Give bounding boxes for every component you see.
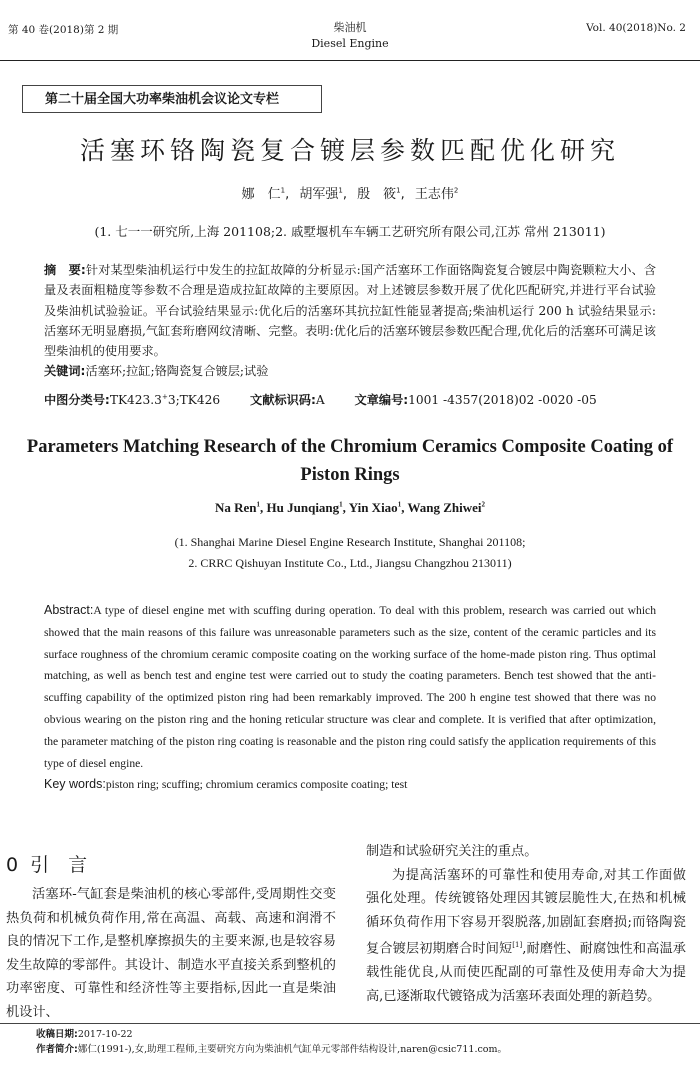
- author-en: Wang Zhiwei$^2$: [407, 500, 485, 515]
- citation-ref: [1]: [512, 941, 523, 950]
- clc-label: 中图分类号:: [44, 393, 110, 407]
- abstract-en-text: A type of diesel engine met with scuffing during operation. To deal with this problem, research was carried out which showed that the main reasons of this failure was unreasonable parameters such as the size, content of the ceramic particles and its surface roughness of the chromium ceramic composite coating on the working surface of the home-made piston ring. Thus optimal matching, as well as bench test and engine test were carried out to study the coating parameters. Bench test showed that the anti-scuffing capability of the optimized piston ring had been remarkably improved. The 200 h engine test showed that there was no obvious wearing on the piston ring and the honing reticular structure was clear and complete. It is verified that after optimization, the parameter matching of the piston ring coating is reasonable and the piston ring could satisfy the application requirements of this type of diesel engine.: [44, 604, 656, 770]
- section-heading: [6, 850, 99, 877]
- keywords-en-text: piston ring; scuffing; chromium ceramics composite coating; test: [105, 778, 408, 792]
- classification-info: 中图分类号:TK423.3+3;TK426 文献标识码:A 文章编号:1001 -4357(2018)02 -0020 -05: [44, 392, 597, 407]
- header-rule: [0, 60, 700, 61]
- body-right-column: [366, 840, 686, 1009]
- keywords-cn-label: 关键词:: [44, 364, 86, 379]
- author-cn: 娜 仁$^1$,: [241, 186, 290, 202]
- article-no-value: 1001 -4357(2018)02 -0020 -05: [408, 393, 597, 407]
- author-en: Na Ren$^1$,: [215, 500, 267, 515]
- footnote-received: 收稿日期:2017-10-22: [36, 1029, 133, 1040]
- special-column-box: 第二十届全国大功率柴油机会议论文专栏: [22, 85, 322, 113]
- authors-cn: [0, 183, 700, 202]
- footnote-author: 作者简介:娜仁(1991-),女,助理工程师,主要研究方向为柴油机气缸单元零部件结构设计,naren@csic711.com。: [36, 1044, 508, 1055]
- running-header-left: 第 40 卷(2018)第 2 期: [8, 24, 119, 36]
- abstract-cn-text: 针对某型柴油机运行中发生的拉缸故障的分析显示:国产活塞环工作面铬陶瓷复合镀层中陶瓷颗粒大小、含量及表面粗糙度等参数不合理是造成拉缸故障的主要原因。对上述镀层参数开展了优化匹配研究,并进行平台试验及柴油机试验验证。平台试验结果显示:优化后的活塞环其抗拉缸性能显著提高;柴油机运行 200 h 试验结果显示:活塞环无明显磨损,气缸套珩磨网纹清晰、完整。表明:优化后的活塞环镀层参数匹配合理,优化后的活塞环可满足该型柴油机的使用要求。: [44, 263, 657, 359]
- author-en: Yin Xiao$^1$,: [348, 500, 408, 515]
- author-cn: 王志伟$^2$: [414, 186, 459, 202]
- footnote-rule: [0, 1023, 700, 1024]
- author-cn: 殷 筱$^1$,: [357, 186, 405, 202]
- paper-title-en: Parameters Matching Research of the Chromium Ceramics Composite Coating of Piston Rings: [26, 437, 674, 485]
- section-number: 0: [6, 854, 19, 876]
- abstract-en-label: Abstract:: [44, 603, 94, 617]
- abstract-cn: [44, 260, 656, 382]
- keywords-cn-text: 活塞环;拉缸;铬陶瓷复合镀层;试验: [85, 364, 269, 379]
- keywords-en-label: Key words:: [44, 777, 106, 792]
- section-title: 引 言: [30, 854, 88, 876]
- author-cn: 胡军强$^1$,: [299, 186, 347, 202]
- paper-title-cn: 活塞环铬陶瓷复合镀层参数匹配优化研究: [79, 136, 620, 165]
- abstract-en: [44, 600, 656, 796]
- affiliation-cn: (1. 七一一研究所,上海 201108;2. 戚墅堰机车车辆工艺研究所有限公司,江苏 常州 213011): [94, 224, 606, 239]
- authors-en: [0, 500, 700, 516]
- running-header-right: Vol. 40(2018)No. 2: [586, 22, 686, 34]
- abstract-cn-label: 摘 要:: [44, 263, 86, 277]
- journal-name-cn: 柴油机: [333, 21, 367, 34]
- journal-name-en: Diesel Engine: [311, 37, 389, 50]
- author-en: Hu Junqiang$^1$,: [266, 500, 349, 515]
- paragraph: 为提高活塞环的可靠性和使用寿命,对其工作面做强化处理。传统镀铬处理因其镀层脆性大,在热和机械循环负荷作用下容易开裂脱落,加剧缸套磨损;而铬陶瓷复合镀层初期磨合时间短[1],耐磨性、耐腐蚀性和高温承载性能优良,从而使匹配副的可靠性及使用寿命大为提高,已逐渐取代镀铬成为活塞环表面处理的新趋势。: [366, 867, 686, 1004]
- clc-value: TK423.3: [109, 393, 162, 407]
- doc-code-value: A: [315, 393, 325, 407]
- paragraph: 制造和试验研究关注的重点。: [366, 844, 538, 859]
- affiliation-en: (1. Shanghai Marine Diesel Engine Research Institute, Shanghai 201108; 2. CRRC Qishuyan Institute Co., Ltd., Jiangsu Changzhou 213011): [174, 535, 526, 570]
- article-no-label: 文章编号:: [354, 393, 409, 407]
- body-left-column: 活塞环-气缸套是柴油机的核心零部件,受周期性交变热负荷和机械负荷作用,常在高温、高载、高速和润滑不良的情况下工作,是整机摩擦损失的主要来源,也是较容易发生故障的零部件。其设计、制造水平直接关系到整机的功率密度、可靠性和经济性等主要指标,因此一直是柴油机设计、: [6, 887, 336, 1020]
- doc-code-label: 文献标识码:: [250, 393, 316, 407]
